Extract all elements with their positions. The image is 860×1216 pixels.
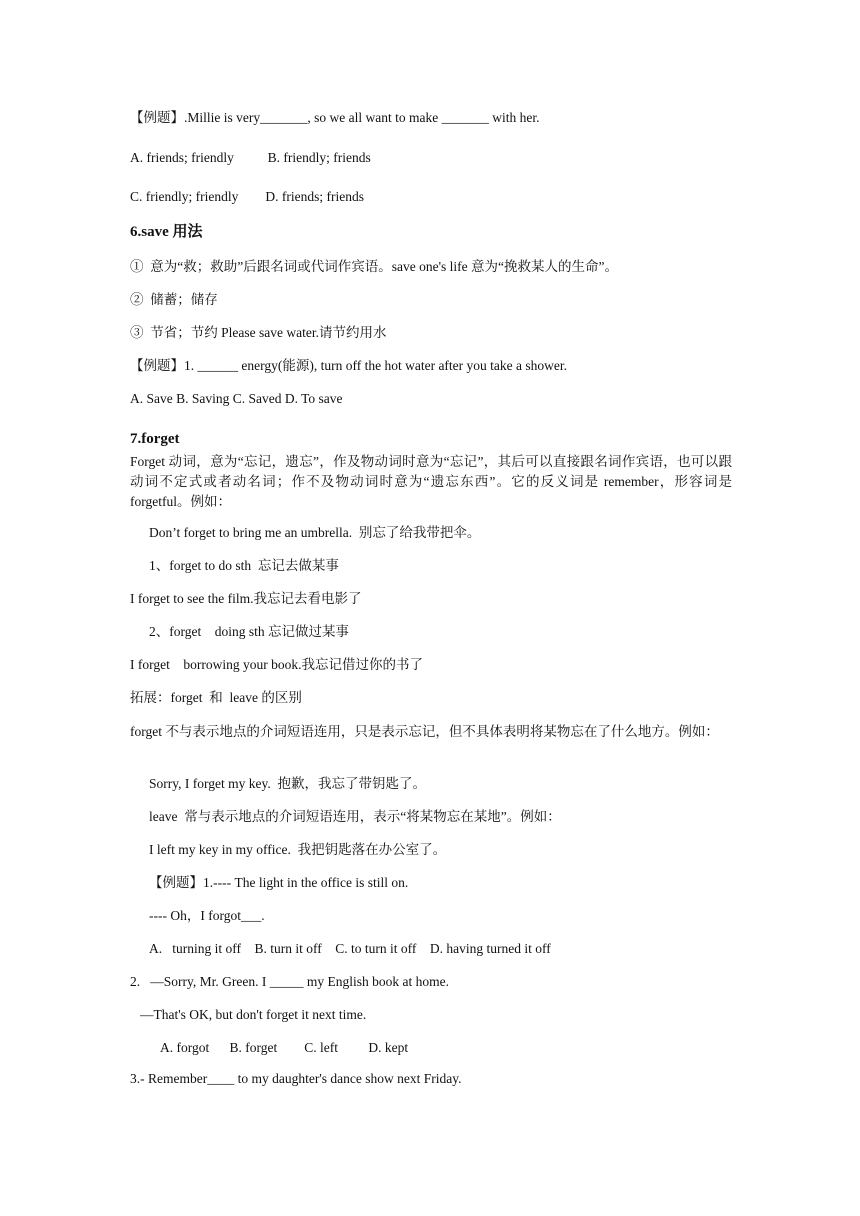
options-line-1: A. friends; friendly B. friendly; friends [130,150,371,165]
save-meaning-2: ② 储蓄；储存 [130,292,218,307]
forget-usage-2-example: I forget borrowing your book.我忘记借过你的书了 [130,657,423,672]
forget-vs-leave-paragraph: forget 不与表示地点的介词短语连用，只是表示忘记，但不具体表明将某物忘在了什么地方。例如： [130,724,719,739]
forget-example-options-2: A. forgot B. forget C. left D. kept [160,1040,409,1055]
forget-example-question-2: 2. —Sorry, Mr. Green. I _____ my English book at home. [130,974,449,989]
forget-example-question-3: 3.- Remember____ to my daughter's dance show next Friday. [130,1071,462,1086]
forget-example-reply: ---- Oh，I forgot___. [149,908,265,923]
section-heading-save: 6.save 用法 [130,224,203,240]
example-question-1: 【例题】.Millie is very_______, so we all want to make _______ with her. [130,110,540,125]
save-meaning-1: ① 意为“救；救助”后跟名词或代词作宾语。save one's life 意为“挽救某人的生命”。 [130,259,618,274]
forget-usage-2: 2、forget doing sth 忘记做过某事 [149,624,349,639]
save-meaning-3: ③ 节省；节约 Please save water.请节约用水 [130,325,387,340]
leave-explanation: leave 常与表示地点的介词短语连用，表示“将某物忘在某地”。例如： [149,809,561,824]
leave-key-example: I left my key in my office. 我把钥匙落在办公室了。 [149,842,447,857]
save-example-question: 【例题】1. ______ energy(能源), turn off the hot water after you take a shower. [130,358,568,373]
save-example-options: A. Save B. Saving C. Saved D. To save [130,391,343,406]
forget-example-options-1: A. turning it off B. turn it off C. to turn it off D. having turned it off [149,941,551,956]
forget-intro-paragraph: Forget 动词，意为“忘记，遗忘”，作及物动词时意为“忘记”，其后可以直接跟名词作宾语，也可以跟动词不定式或者动名词；作不及物动词时意为“遗忘东西”。它的反义词是 remember，形容词是 forgetful。例如： [130,454,732,509]
forget-example-sentence: Don’t forget to bring me an umbrella. 别忘了给我带把伞。 [149,525,481,540]
forget-example-question-1: 【例题】1.---- The light in the office is still on. [149,875,409,890]
forget-usage-1-example: I forget to see the film.我忘记去看电影了 [130,591,362,606]
forget-example-reply-2: —That's OK, but don't forget it next time. [140,1007,367,1022]
forget-key-example: Sorry, I forget my key. 抱歉，我忘了带钥匙了。 [149,776,426,791]
section-heading-forget: 7.forget [130,431,180,447]
forget-usage-1: 1、forget to do sth 忘记去做某事 [149,558,339,573]
options-line-2: C. friendly; friendly D. friends; friends [130,189,364,204]
extension-heading: 拓展：forget 和 leave 的区别 [130,690,302,705]
